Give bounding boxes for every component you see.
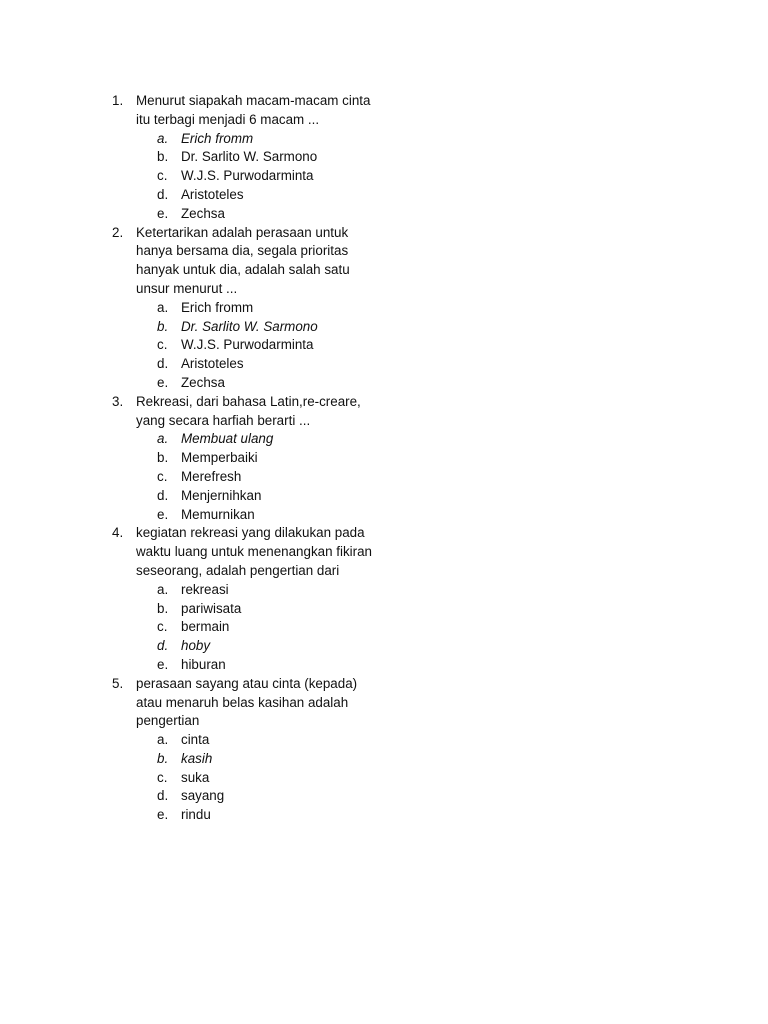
answer-option: [0, 637, 768, 656]
question-number: 5.: [112, 675, 124, 691]
option-letter: b.: [157, 318, 169, 334]
option-text: Membuat ulang: [181, 431, 274, 447]
option-letter: c.: [157, 468, 168, 484]
question-text: Menurut siapakah macam-macam cinta: [136, 93, 371, 108]
answer-option: [0, 806, 768, 825]
question-text-line: [0, 694, 768, 713]
question-text: pengertian: [136, 713, 200, 729]
question-text-line: [0, 543, 768, 562]
option-text: Merefresh: [181, 468, 242, 484]
option-text: W.J.S. Purwodarminta: [181, 168, 314, 184]
question-text-line: [0, 562, 768, 581]
question-text-line: [0, 412, 768, 431]
answer-option: [0, 787, 768, 806]
option-letter: c.: [157, 168, 168, 184]
question-text-line: [0, 280, 768, 299]
option-letter: a.: [157, 732, 169, 748]
question-3: [0, 393, 768, 525]
option-text: kasih: [181, 750, 213, 766]
question-4: [0, 524, 768, 674]
option-text: bermain: [181, 619, 230, 635]
question-text: Rekreasi, dari bahasa Latin,re-creare,: [136, 393, 361, 409]
question-text-line: [0, 224, 768, 243]
option-letter: a.: [157, 431, 169, 447]
question-text: itu terbagi menjadi 6 macam ...: [136, 111, 320, 127]
option-text: suka: [181, 769, 210, 785]
option-text: rekreasi: [181, 581, 229, 597]
option-text: Memurnikan: [181, 506, 255, 522]
option-letter: d.: [157, 356, 169, 372]
option-letter: d.: [157, 186, 169, 202]
answer-option: [0, 374, 768, 393]
question-text: Ketertarikan adalah perasaan untuk: [136, 224, 349, 240]
option-text: Aristoteles: [181, 186, 244, 202]
answer-option: [0, 506, 768, 525]
question-text: yang secara harfiah berarti ...: [136, 412, 311, 428]
option-text: Zechsa: [181, 205, 225, 221]
answer-option: [0, 487, 768, 506]
answer-option: [0, 355, 768, 374]
question-5: [0, 675, 768, 825]
question-number: 1.: [112, 93, 124, 108]
question-text: hanyak untuk dia, adalah salah satu: [136, 262, 350, 278]
question-number: 3.: [112, 393, 124, 409]
answer-option: [0, 205, 768, 224]
question-text: seseorang, adalah pengertian dari: [136, 562, 340, 578]
option-text: Memperbaiki: [181, 450, 258, 466]
question-1: [0, 92, 768, 224]
option-text: hiburan: [181, 656, 226, 672]
option-text: Erich fromm: [181, 299, 254, 315]
answer-option: [0, 336, 768, 355]
question-text-line: [0, 92, 768, 111]
question-text: atau menaruh belas kasihan adalah: [136, 694, 349, 710]
question-text: waktu luang untuk menenangkan fikiran: [136, 544, 372, 560]
option-text: Zechsa: [181, 374, 225, 390]
option-text: cinta: [181, 732, 210, 748]
option-letter: d.: [157, 638, 169, 654]
answer-option: [0, 186, 768, 205]
option-letter: a.: [157, 299, 169, 315]
question-text-line: [0, 242, 768, 261]
question-text-line: [0, 393, 768, 412]
option-letter: b.: [157, 600, 169, 616]
quiz-document: [0, 92, 768, 825]
option-letter: a.: [157, 581, 169, 597]
option-letter: c.: [157, 337, 168, 353]
question-2: [0, 224, 768, 393]
option-letter: c.: [157, 769, 168, 785]
option-letter: c.: [157, 619, 168, 635]
option-text: Dr. Sarlito W. Sarmono: [181, 318, 318, 334]
option-text: Erich fromm: [181, 130, 254, 146]
option-letter: e.: [157, 374, 169, 390]
answer-option: [0, 318, 768, 337]
answer-option: [0, 468, 768, 487]
question-text: unsur menurut ...: [136, 280, 238, 296]
option-text: rindu: [181, 807, 211, 823]
option-text: Aristoteles: [181, 356, 244, 372]
question-number: 4.: [112, 525, 124, 541]
option-letter: a.: [157, 130, 169, 146]
option-text: Dr. Sarlito W. Sarmono: [181, 149, 318, 165]
option-letter: e.: [157, 506, 169, 522]
answer-option: [0, 656, 768, 675]
answer-option: [0, 731, 768, 750]
question-text-line: [0, 111, 768, 130]
question-text: hanya bersama dia, segala prioritas: [136, 243, 349, 259]
option-letter: b.: [157, 149, 169, 165]
option-text: hoby: [181, 638, 211, 654]
question-number: 2.: [112, 224, 124, 240]
question-text: perasaan sayang atau cinta (kepada): [136, 675, 358, 691]
question-text-line: [0, 712, 768, 731]
answer-option: [0, 299, 768, 318]
answer-option: [0, 167, 768, 186]
answer-option: [0, 449, 768, 468]
option-letter: d.: [157, 487, 169, 503]
option-letter: b.: [157, 450, 169, 466]
option-text: pariwisata: [181, 600, 242, 616]
option-letter: b.: [157, 750, 169, 766]
question-text-line: [0, 261, 768, 280]
answer-option: [0, 130, 768, 149]
answer-option: [0, 750, 768, 769]
answer-option: [0, 769, 768, 788]
answer-option: [0, 581, 768, 600]
option-text: Menjernihkan: [181, 487, 262, 503]
option-letter: e.: [157, 205, 169, 221]
answer-option: [0, 618, 768, 637]
option-letter: e.: [157, 807, 169, 823]
option-text: sayang: [181, 788, 225, 804]
question-text: kegiatan rekreasi yang dilakukan pada: [136, 525, 365, 541]
answer-option: [0, 148, 768, 167]
option-text: W.J.S. Purwodarminta: [181, 337, 314, 353]
option-letter: e.: [157, 656, 169, 672]
answer-option: [0, 430, 768, 449]
question-text-line: [0, 675, 768, 694]
question-text-line: [0, 524, 768, 543]
answer-option: [0, 600, 768, 619]
option-letter: d.: [157, 788, 169, 804]
